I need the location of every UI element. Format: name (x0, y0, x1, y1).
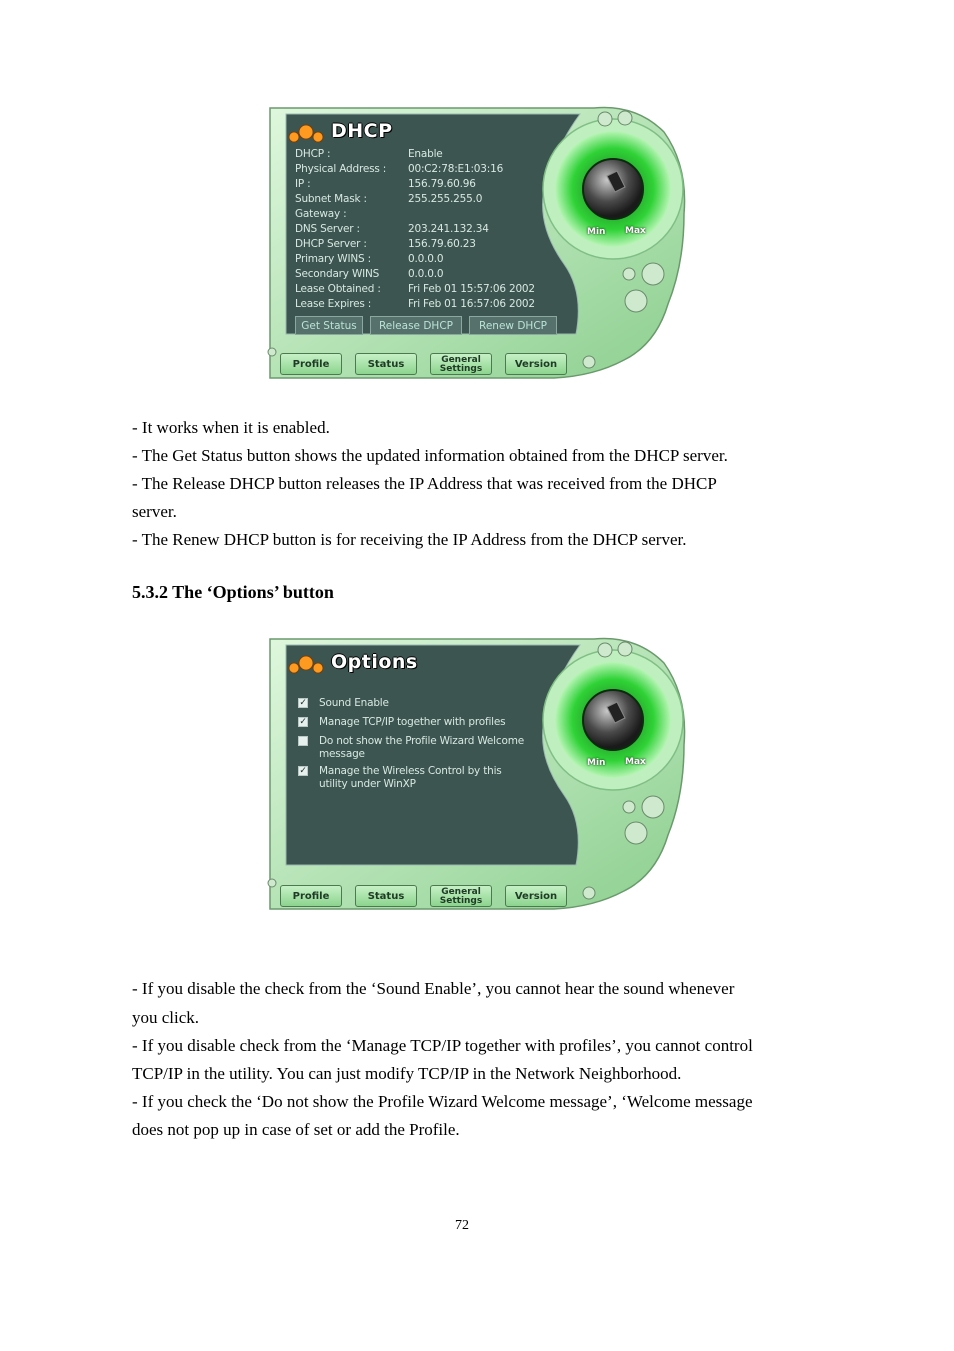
paragraph: - If you disable check from the ‘Manage TCP/IP together with profiles’, you cannot control (132, 1036, 753, 1055)
info-value: Fri Feb 01 15:57:06 2002 (408, 283, 535, 295)
section-heading: 5.3.2 The ‘Options’ button (132, 582, 334, 602)
tab-profile[interactable]: Profile (280, 353, 342, 375)
info-value: 203.241.132.34 (408, 223, 489, 235)
tab-label: General (441, 355, 481, 365)
info-row (295, 148, 555, 163)
info-label: DHCP Server : (295, 238, 367, 250)
option-label (319, 735, 524, 761)
paragraph: - The Get Status button shows the updated information obtained from the DHCP server. (132, 446, 728, 465)
info-label: Secondary WINS (295, 268, 380, 280)
info-row (295, 193, 555, 208)
info-value: 156.79.60.23 (408, 238, 476, 250)
info-row (295, 283, 555, 298)
tab-version[interactable]: Version (505, 353, 567, 375)
dial-min-label: Min (587, 227, 606, 237)
info-row (295, 268, 555, 283)
info-row (295, 178, 555, 193)
info-label: Physical Address : (295, 163, 387, 175)
info-row (295, 163, 555, 178)
info-value: 0.0.0.0 (408, 268, 444, 280)
dial-max-label: Max (625, 226, 646, 236)
info-label: Lease Expires : (295, 298, 372, 310)
tab-profile[interactable]: Profile (280, 885, 342, 907)
paragraph: you click. (132, 1008, 200, 1027)
dhcp-screenshot (264, 104, 690, 382)
info-value: 0.0.0.0 (408, 253, 444, 265)
checkbox[interactable]: ✓ (299, 717, 307, 727)
checkbox[interactable]: ✓ (299, 766, 307, 776)
tab-label: Settings (439, 896, 483, 906)
release-dhcp-button[interactable]: Release DHCP (370, 316, 462, 335)
paragraph: - The Release DHCP button releases the IP Address that was received from the DHCP (132, 474, 717, 493)
info-label: Lease Obtained : (295, 283, 381, 295)
option-label: Sound Enable (319, 697, 389, 709)
info-value: 255.255.255.0 (408, 193, 483, 205)
info-row (295, 223, 555, 238)
paragraph: - It works when it is enabled. (132, 418, 330, 437)
info-value: Enable (408, 148, 443, 160)
tab-label: General (441, 887, 481, 897)
option-label: Manage TCP/IP together with profiles (319, 716, 506, 728)
option-label-line: message (319, 748, 365, 760)
tab-general-settings[interactable] (430, 353, 492, 375)
tab-general-settings[interactable] (430, 885, 492, 907)
panel-title: Options (331, 651, 418, 673)
dial-min-label: Min (587, 758, 606, 768)
option-label (319, 765, 502, 791)
info-label: Subnet Mask : (295, 193, 367, 205)
info-row (295, 208, 555, 223)
info-label: Gateway : (295, 208, 347, 220)
option-label-line: utility under WinXP (319, 778, 416, 790)
paragraph: does not pop up in case of set or add the Profile. (132, 1120, 460, 1139)
options-screenshot (264, 635, 690, 913)
info-value: 156.79.60.96 (408, 178, 476, 190)
option-label-line: Do not show the Profile Wizard Welcome (319, 735, 524, 747)
info-row (295, 253, 555, 268)
tab-label: Settings (439, 364, 483, 374)
paragraph: server. (132, 502, 177, 521)
info-value: 00:C2:78:E1:03:16 (408, 163, 504, 175)
info-row (295, 238, 555, 253)
info-label: Primary WINS : (295, 253, 371, 265)
info-label: IP : (295, 178, 311, 190)
paragraph: - The Renew DHCP button is for receiving the IP Address from the DHCP server. (132, 530, 687, 549)
dial-max-label: Max (625, 757, 646, 767)
tab-status[interactable]: Status (355, 885, 417, 907)
paragraph: - If you disable the check from the ‘Sound Enable’, you cannot hear the sound whenever (132, 979, 735, 998)
renew-dhcp-button[interactable]: Renew DHCP (469, 316, 557, 335)
paragraph: TCP/IP in the utility. You can just modify TCP/IP in the Network Neighborhood. (132, 1064, 682, 1083)
option-label-line: Manage the Wireless Control by this (319, 765, 502, 777)
info-value: Fri Feb 01 16:57:06 2002 (408, 298, 535, 310)
tab-status[interactable]: Status (355, 353, 417, 375)
page-number: 72 (455, 1218, 469, 1233)
dhcp-info-list (264, 104, 690, 344)
paragraph: - If you check the ‘Do not show the Profile Wizard Welcome message’, ‘Welcome message (132, 1092, 753, 1111)
get-status-button[interactable]: Get Status (295, 316, 363, 335)
panel-title: DHCP (331, 120, 393, 142)
checkbox[interactable] (298, 736, 308, 746)
checkbox[interactable]: ✓ (299, 698, 307, 708)
info-row (295, 298, 555, 313)
info-label: DHCP : (295, 148, 331, 160)
info-label: DNS Server : (295, 223, 360, 235)
options-list (264, 635, 690, 875)
tab-version[interactable]: Version (505, 885, 567, 907)
